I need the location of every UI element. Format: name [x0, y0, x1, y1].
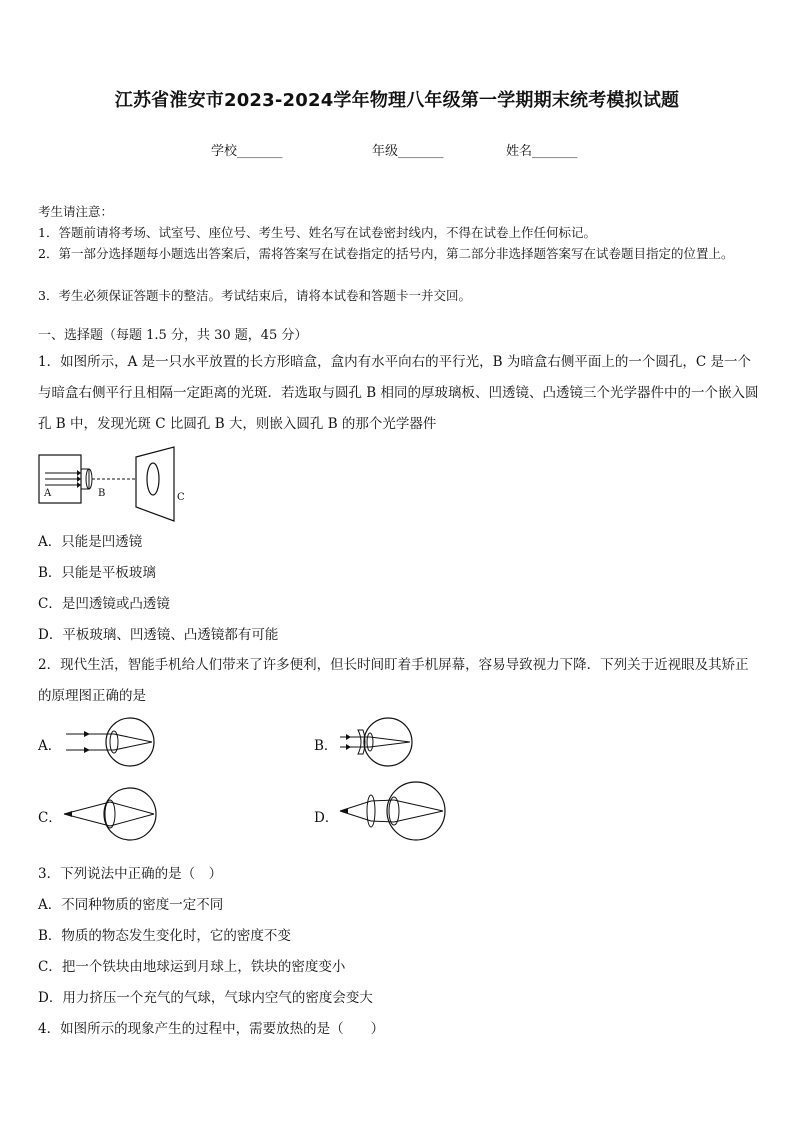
q2-diagram-c — [60, 786, 160, 842]
name-field: 姓名_______ — [506, 144, 578, 159]
q3-option-c: C．把一个铁块由地球运到月球上，铁块的密度变小 — [38, 959, 346, 975]
q1-option-c: C．是凹透镜或凸透镜 — [38, 596, 170, 612]
notice-item-3: 3．考生必须保证答题卡的整洁。考试结束后，请将本试卷和答题卡一并交回。 — [38, 288, 471, 303]
q1-option-a: A．只能是凹透镜 — [38, 534, 143, 550]
section-heading: 一、选择题（每题 1.5 分，共 30 题，45 分） — [38, 328, 308, 343]
q1-stem: 1．如图所示，A 是一只水平放置的长方形暗盒，盒内有水平向右的平行光，B 为暗盒右侧平面上的一个圆孔，C 是一个与暗盒右侧平行且相隔一定距离的光斑．若选取与圆孔 B 相同的厚玻璃板、凹透镜、凸透镜三个光学器件中的一个嵌入圆孔 B 中，发现光斑 C 比圆孔 B 大，则嵌入圆孔 B 的那个光学器件 — [38, 354, 759, 432]
q2-diagram-a — [62, 716, 162, 768]
q2-label-a: A． — [38, 738, 62, 754]
q1-label-b: B — [98, 488, 106, 499]
q2-diagram-b — [336, 716, 416, 768]
q2-diagram-d — [336, 780, 448, 842]
q2-stem: 2．现代生活，智能手机给人们带来了许多便利，但长时间盯着手机屏幕，容易导致视力下降．下列关于近视眼及其矫正的原理图正确的是 — [38, 657, 749, 704]
q2-label-d: D． — [314, 810, 339, 826]
q1-option-b: B．只能是平板玻璃 — [38, 565, 156, 581]
notice-item-1: 1．答题前请将考场、试室号、座位号、考生号、姓名写在试卷密封线内，不得在试卷上作任何标记。 — [38, 225, 596, 240]
q3-stem: 3．下列说法中正确的是（ ） — [38, 866, 223, 882]
q2-label-c: C． — [38, 810, 62, 826]
q1-label-c: C — [177, 492, 185, 503]
q1-option-d: D．平板玻璃、凹透镜、凸透镜都有可能 — [38, 627, 279, 643]
q3-option-a: A．不同种物质的密度一定不同 — [38, 897, 224, 913]
q4-stem: 4．如图所示的现象产生的过程中，需要放热的是（ ） — [38, 1021, 385, 1037]
page-title: 江苏省淮安市2023-2024学年物理八年级第一学期期末统考模拟试题 — [114, 90, 680, 111]
q1-label-a: A — [44, 488, 52, 499]
school-field: 学校_______ — [211, 144, 283, 159]
grade-field: 年级_______ — [372, 144, 444, 159]
q1-figure — [37, 445, 187, 523]
q3-option-d: D．用力挤压一个充气的气球，气球内空气的密度会变大 — [38, 990, 373, 1006]
q3-option-b: B．物质的物态发生变化时，它的密度不变 — [38, 928, 291, 944]
notice-item-2: 2．第一部分选择题每小题选出答案后，需将答案写在试卷指定的括号内，第二部分非选择题答案写在试卷题目指定的位置上。 — [38, 246, 734, 261]
notice-heading: 考生请注意： — [38, 204, 114, 219]
q2-label-b: B． — [314, 738, 338, 754]
